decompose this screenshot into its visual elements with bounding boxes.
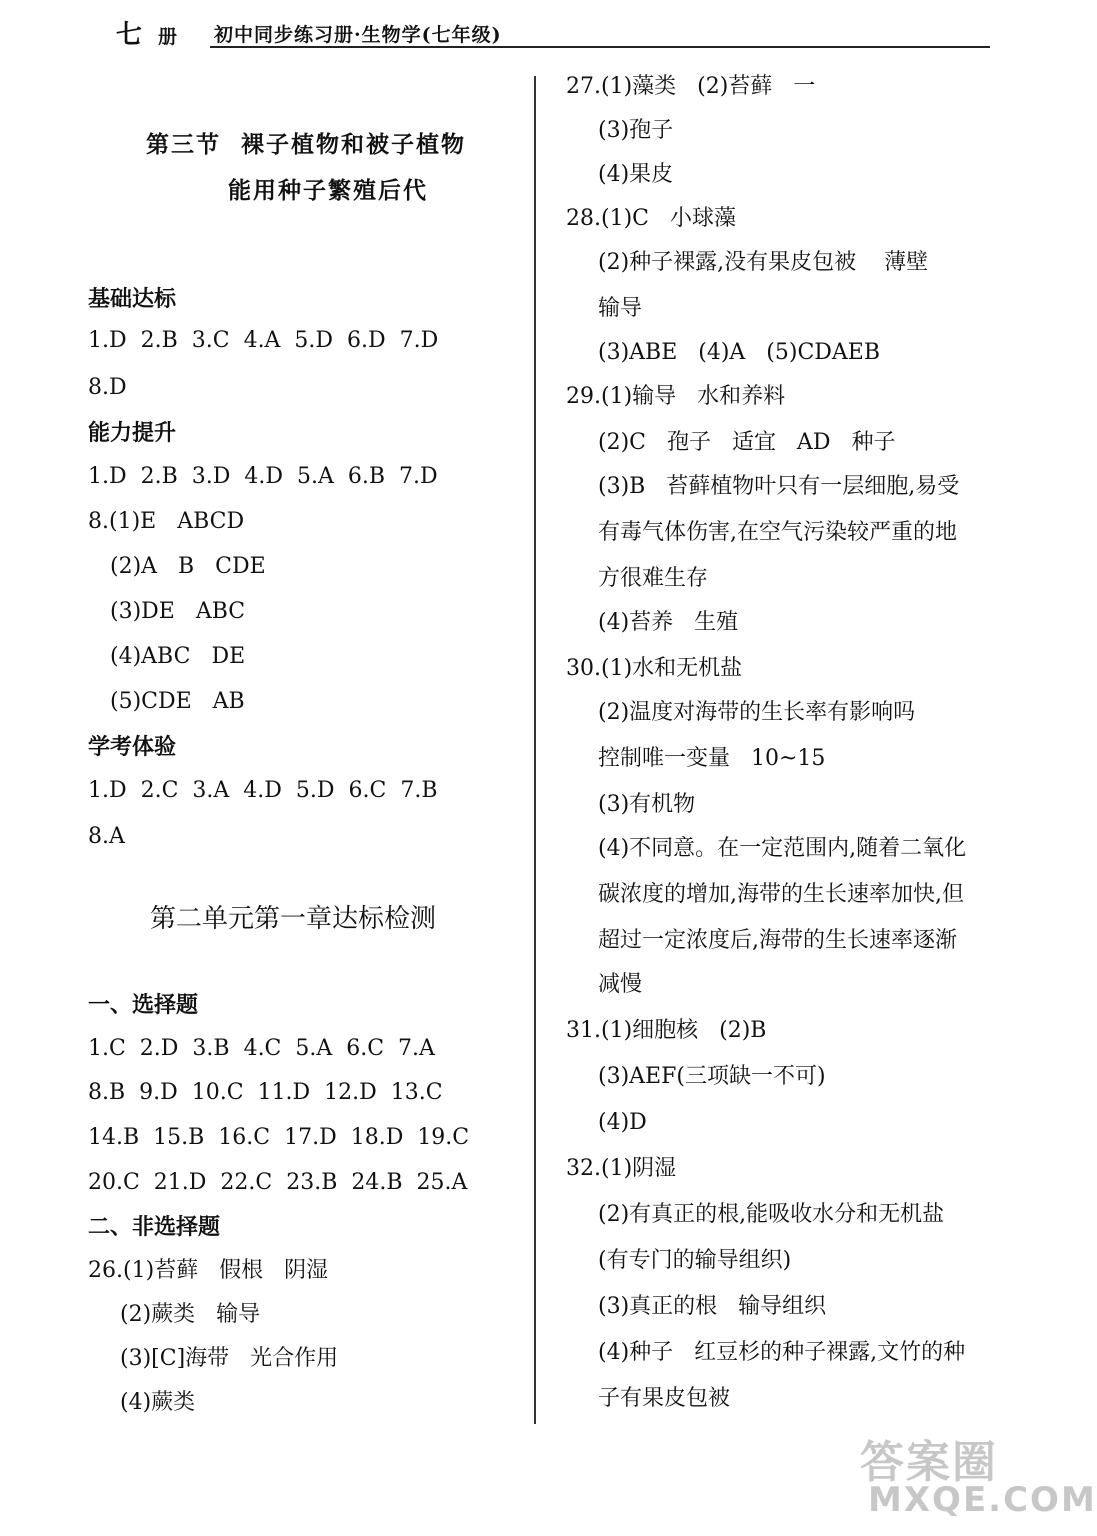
answer-line: 26.(1)苔藓 假根 阴湿 [88,1258,329,1283]
answer-line: (4)蕨类 [120,1390,196,1415]
watermark-text-top: 答案圈 [860,1437,998,1488]
answer-line: 超过一定浓度后,海带的生长速率逐渐 [598,928,957,953]
answer-line: (3)DE ABC [110,599,246,624]
answer-line: 14.B 15.B 16.C 17.D 18.D 19.C [88,1125,470,1150]
answer-line: (3)真正的根 输导组织 [598,1294,827,1319]
chapter-title: 第二单元第一章达标检测 [150,904,437,934]
answer-line: 减慢 [598,972,643,997]
answer-line: (3)B 苔藓植物叶只有一层细胞,易受 [598,474,960,499]
answer-line: 27.(1)藻类 (2)苔藓 一 [566,74,816,99]
section-title-line-2: 能用种子繁殖后代 [228,177,428,204]
answer-line: 输导 [598,296,643,321]
answer-line: (2)蕨类 输导 [120,1302,261,1327]
answer-line: (3)ABE (4)A (5)CDAEB [598,340,881,365]
answer-line: 29.(1)输导 水和养料 [566,384,786,409]
heading-basic: 基础达标 [88,286,177,312]
answer-line: (2)温度对海带的生长率有影响吗 [598,700,916,725]
answer-line: (2)有真正的根,能吸收水分和无机盐 [598,1202,945,1227]
answer-line: (3)[C]海带 光合作用 [120,1346,339,1371]
answer-line: 8.B 9.D 10.C 11.D 12.D 13.C [88,1080,443,1105]
section-title-line-1: 第三节 裸子植物和被子植物 [146,131,467,158]
answer-line: 碳浓度的增加,海带的生长速率加快,但 [598,882,964,907]
answer-line: 28.(1)C 小球藻 [566,206,736,231]
answer-line: (3)有机物 [598,792,696,817]
answer-line: (有专门的输导组织) [598,1248,792,1273]
answer-line: (4)ABC DE [110,644,246,669]
answer-line: (2)种子裸露,没有果皮包被 薄壁 [598,250,929,275]
answer-line: 控制唯一变量 10~15 [598,746,826,771]
answer-line: 1.C 2.D 3.B 4.C 5.A 6.C 7.A [88,1036,435,1061]
answer-line: 8.A [88,824,125,849]
answer-line: 1.D 2.C 3.A 4.D 5.D 6.C 7.B [88,778,438,803]
answer-line: (4)苔养 生殖 [598,610,739,635]
answer-line: 20.C 21.D 22.C 23.B 24.B 25.A [88,1170,468,1195]
answer-line: 子有果皮包被 [598,1386,731,1411]
answer-line: 方很难生存 [598,566,709,591]
answer-line: 有毒气体伤害,在空气污染较严重的地 [598,520,957,545]
answer-line: (2)A B CDE [110,554,266,579]
answer-line: 32.(1)阴湿 [566,1156,677,1181]
heading-choice: 一、选择题 [88,992,199,1018]
book-title: 初中同步练习册·生物学(七年级) [214,24,502,46]
heading-exam: 学考体验 [88,734,177,760]
answer-line: (4)不同意。在一定范围内,随着二氧化 [598,836,967,861]
header-rule [210,46,990,48]
answer-line: (4)D [598,1110,647,1135]
page-header [110,12,990,52]
answer-line: 1.D 2.B 3.C 4.A 5.D 6.D 7.D [88,328,439,353]
answer-line: 31.(1)细胞核 (2)B [566,1018,767,1043]
answer-line: (3)AEF(三项缺一不可) [598,1064,826,1089]
answer-line: 30.(1)水和无机盐 [566,656,743,681]
answer-line: (4)果皮 [598,162,674,187]
answer-line: 1.D 2.B 3.D 4.D 5.A 6.B 7.D [88,464,438,489]
watermark-logo [860,1426,1097,1522]
answer-line: (2)C 孢子 适宜 AD 种子 [598,430,896,455]
answer-line: 8.(1)E ABCD [88,509,245,534]
answer-line: 8.D [88,375,127,400]
watermark-text-bottom: MXQE.COM [868,1480,1097,1520]
volume-label: 册 [158,26,178,48]
answer-line: (4)种子 红豆杉的种子裸露,文竹的种 [598,1340,966,1365]
column-divider [534,76,536,1424]
answer-line: (3)孢子 [598,118,674,143]
heading-nonchoice: 二、非选择题 [88,1214,221,1240]
answer-line: (5)CDE AB [110,689,245,714]
heading-ability: 能力提升 [88,420,177,446]
volume-mark: 七 [116,20,143,50]
